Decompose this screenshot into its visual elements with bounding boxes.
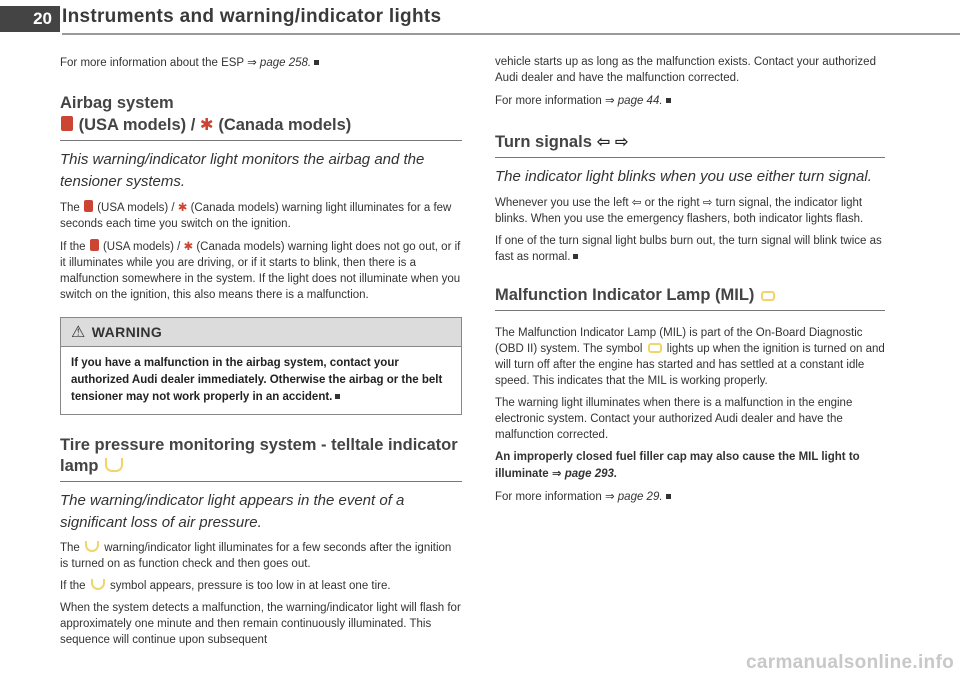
- turn-paragraph-2: If one of the turn signal light bulbs burn out, the turn signal will blink twice as fast as normal.: [495, 235, 882, 263]
- page-number: 20: [0, 6, 60, 32]
- tire-pressure-icon: [105, 458, 123, 472]
- page-ref-link[interactable]: page 258.: [259, 57, 312, 69]
- watermark: carmanualsonline.info: [746, 652, 954, 673]
- end-mark: [666, 494, 671, 499]
- right-column: [495, 40, 885, 505]
- tire-pressure-icon: [91, 579, 105, 590]
- turn-right-icon: ⇨: [702, 195, 713, 209]
- tpms-paragraph-3: When the system detects a malfunction, the warning/indicator light will flash for approximately one minute and then remain continuously illuminated. This sequence will continue upon subsequent: [60, 602, 461, 646]
- section-title: Instruments and warning/indicator lights: [62, 6, 442, 27]
- header-rule: [62, 33, 960, 35]
- page-ref-link[interactable]: page 293.: [564, 468, 618, 480]
- tpms-continuation: vehicle starts up as long as the malfunction exists. Contact your authorized Audi dealer and have the malfunction corrected.: [495, 56, 876, 84]
- tpms-paragraph-1: The warning/indicator light illuminates for a few seconds after the ignition is turned on as function check and then goes out.: [60, 542, 452, 570]
- page-ref-link[interactable]: page 29.: [617, 491, 663, 503]
- airbag-heading: Airbag system (USA models) / ✱ (Canada models): [60, 93, 462, 141]
- tpms-paragraph-2: If the symbol appears, pressure is too low in at least one tire.: [60, 580, 391, 592]
- canada-airbag-icon: ✱: [177, 200, 188, 214]
- airbag-icon: [61, 116, 73, 131]
- airbag-icon: [84, 200, 93, 212]
- tpms-subtitle: The warning/indicator light appears in the event of a significant loss of air pressure.: [60, 492, 405, 531]
- mil-bold-note: An improperly closed fuel filler cap may also cause the MIL light to illuminate ⇒ page 293.: [495, 451, 860, 480]
- left-column: [60, 40, 462, 648]
- warning-header: ⚠ WARNING: [61, 318, 461, 347]
- end-mark: [314, 60, 319, 65]
- airbag-paragraph-2: If the (USA models) / ✱ (Canada models) warning light does not go out, or if it illuminates while you are driving, or if it starts to blink, then there is a malfunction somewhere in the system. If the light does not illuminate when you switch on the ignition, this also means there is a malfunction.: [60, 239, 461, 301]
- airbag-subtitle: This warning/indicator light monitors the airbag and the tensioner systems.: [60, 151, 425, 190]
- end-mark: [666, 98, 671, 103]
- tpms-heading: Tire pressure monitoring system - telltale indicator lamp: [60, 435, 462, 482]
- turn-signals-subtitle: The indicator light blinks when you use either turn signal.: [495, 168, 872, 185]
- turn-left-icon: ⇦: [631, 195, 642, 209]
- end-mark: [573, 254, 578, 259]
- tire-pressure-icon: [85, 541, 99, 552]
- mil-paragraph-1: The Malfunction Indicator Lamp (MIL) is part of the On-Board Diagnostic (OBD II) system. The symbol lights up when the ignition is turned on and will turn off after the engine has started and has settled at a constant idle speed. This indicates that the MIL is working properly.: [495, 327, 885, 387]
- page-header: [0, 0, 960, 40]
- canada-airbag-icon: ✱: [183, 239, 194, 253]
- mil-heading: Malfunction Indicator Lamp (MIL): [495, 285, 885, 311]
- turn-right-icon: ⇨: [614, 132, 629, 151]
- engine-icon: [648, 343, 662, 353]
- canada-airbag-icon: ✱: [199, 115, 214, 134]
- more-info-44: For more information ⇒ page 44.: [495, 92, 885, 109]
- airbag-paragraph-1: The (USA models) / ✱ (Canada models) warning light illuminates for a few seconds each time you switch on the ignition.: [60, 200, 452, 230]
- warning-text: If you have a malfunction in the airbag system, contact your authorized Audi dealer immediately. Otherwise the airbag or the belt tensioner may not work properly in an accident.: [71, 357, 443, 403]
- warning-triangle-icon: ⚠: [71, 322, 86, 341]
- turn-left-icon: ⇦: [596, 132, 611, 151]
- page-ref-link[interactable]: page 44.: [617, 95, 663, 107]
- end-mark: [335, 394, 340, 399]
- esp-note: For more information about the ESP ⇒ page 258.: [60, 54, 462, 71]
- engine-icon: [761, 291, 775, 301]
- airbag-icon: [90, 239, 99, 251]
- more-info-29: For more information ⇒ page 29.: [495, 488, 885, 505]
- warning-box: [60, 317, 462, 415]
- turn-paragraph-1: Whenever you use the left ⇦ or the right ⇨ turn signal, the indicator light blinks. When you use the emergency flashers, both indicator lights flash.: [495, 195, 864, 225]
- turn-signals-heading: Turn signals ⇦ ⇨: [495, 131, 885, 158]
- mil-paragraph-2: The warning light illuminates when there is a malfunction in the engine electronic system. Contact your authorized Audi dealer and have the malfunction corrected.: [495, 397, 853, 441]
